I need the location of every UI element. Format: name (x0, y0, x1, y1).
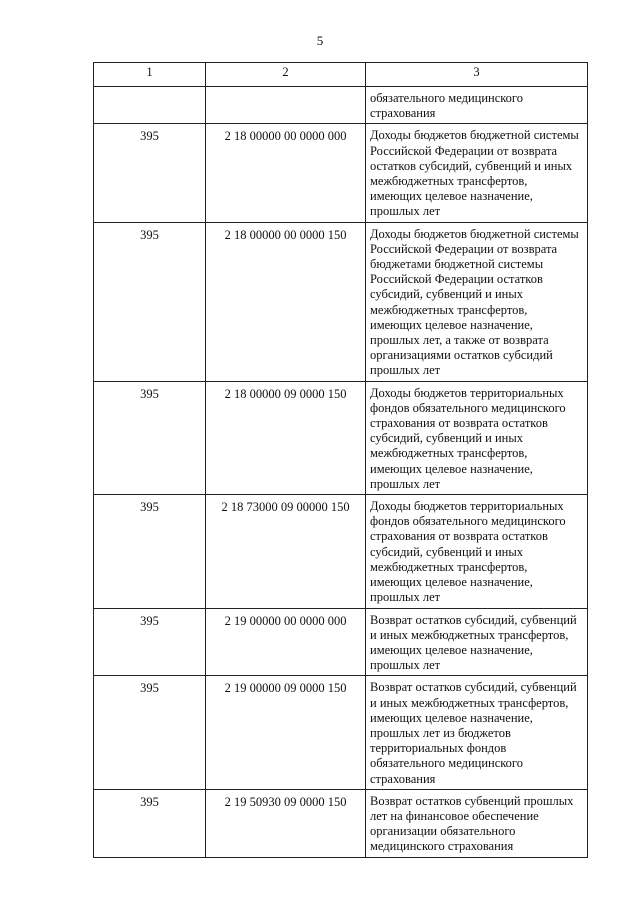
description-line: обязательного медицинского (370, 756, 524, 771)
table-row (94, 222, 588, 381)
description-line: Доходы бюджетов бюджетной системы (370, 226, 579, 241)
description-line: Российской Федерации от возврата (370, 241, 558, 256)
description-line: остатков субсидий, субвенций и иных (370, 158, 573, 173)
admin-code-cell (94, 87, 206, 124)
admin-code-cell: 395 (94, 789, 206, 857)
admin-code-cell: 395 (94, 222, 206, 381)
column-header-2: 2 (206, 63, 366, 87)
table-row (94, 124, 588, 222)
description-cell (366, 222, 588, 381)
budget-code-cell: 2 19 50930 09 0000 150 (206, 789, 366, 857)
budget-code-cell: 2 19 00000 00 0000 000 (206, 608, 366, 676)
description-line: межбюджетных трансфертов, (370, 559, 528, 574)
description-line: субсидий, субвенций и иных (370, 287, 523, 302)
description-line: территориальных фондов (370, 741, 507, 756)
description-line: межбюджетных трансфертов, (370, 174, 528, 189)
budget-code-cell: 2 18 73000 09 00000 150 (206, 495, 366, 608)
description-line: имеющих целевое назначение, (370, 642, 533, 657)
description-line: межбюджетных трансфертов, (370, 446, 528, 461)
description-line: Возврат остатков субвенций прошлых (370, 793, 574, 808)
description-cell (366, 87, 588, 124)
description-line: прошлых лет, а также от возврата (370, 333, 549, 348)
table-row (94, 789, 588, 857)
table-row (94, 381, 588, 494)
description-line: страхования от возврата остатков (370, 416, 548, 431)
description-line: прошлых лет (370, 476, 441, 491)
description-line: Возврат остатков субсидий, субвенций (370, 680, 577, 695)
description-line: страхования (370, 106, 436, 121)
description-line: обязательного медицинского (370, 91, 524, 105)
description-line: субсидий, субвенций и иных (370, 544, 523, 559)
description-line: Российской Федерации остатков (370, 272, 543, 287)
column-header-3: 3 (366, 63, 588, 87)
description-line: лет на финансовое обеспечение (370, 808, 539, 823)
description-cell (366, 495, 588, 608)
description-line: имеющих целевое назначение, (370, 189, 533, 204)
admin-code-cell: 395 (94, 124, 206, 222)
table-row (94, 608, 588, 676)
table-row (94, 87, 588, 124)
table-row (94, 495, 588, 608)
description-cell (366, 789, 588, 857)
table-header-row (94, 63, 588, 87)
description-line: имеющих целевое назначение, (370, 575, 533, 590)
description-line: имеющих целевое назначение, (370, 710, 533, 725)
description-line: Доходы бюджетов бюджетной системы (370, 128, 579, 143)
description-line: прошлых лет (370, 658, 441, 673)
description-line: прошлых лет (370, 363, 441, 378)
admin-code-cell: 395 (94, 381, 206, 494)
description-line: Российской Федерации от возврата (370, 143, 558, 158)
budget-code-cell (206, 87, 366, 124)
description-line: межбюджетных трансфертов, (370, 302, 528, 317)
table-row (94, 676, 588, 789)
description-line: страхования (370, 771, 436, 786)
description-line: страхования от возврата остатков (370, 529, 548, 544)
description-line: Доходы бюджетов территориальных (370, 499, 564, 514)
description-line: прошлых лет (370, 204, 441, 219)
description-line: прошлых лет (370, 590, 441, 605)
budget-code-cell: 2 19 00000 09 0000 150 (206, 676, 366, 789)
admin-code-cell: 395 (94, 676, 206, 789)
admin-code-cell: 395 (94, 608, 206, 676)
admin-code-cell: 395 (94, 495, 206, 608)
description-line: прошлых лет из бюджетов (370, 725, 511, 740)
description-line: и иных межбюджетных трансфертов, (370, 627, 569, 642)
description-line: организации обязательного (370, 824, 516, 839)
description-line: бюджетами бюджетной системы (370, 257, 544, 272)
description-cell (366, 381, 588, 494)
budget-code-cell: 2 18 00000 00 0000 150 (206, 222, 366, 381)
budget-classification-table (93, 62, 588, 858)
page-number: 5 (316, 33, 324, 48)
description-line: Возврат остатков субсидий, субвенций (370, 612, 577, 627)
description-line: субсидий, субвенций и иных (370, 431, 523, 446)
budget-code-cell: 2 18 00000 00 0000 000 (206, 124, 366, 222)
description-cell (366, 676, 588, 789)
budget-code-cell: 2 18 00000 09 0000 150 (206, 381, 366, 494)
table-body (94, 87, 588, 858)
description-line: имеющих целевое назначение, (370, 461, 533, 476)
description-line: организациями остатков субсидий (370, 348, 553, 363)
column-header-1: 1 (94, 63, 206, 87)
description-line: медицинского страхования (370, 839, 514, 854)
description-line: фондов обязательного медицинского (370, 514, 566, 529)
description-line: Доходы бюджетов территориальных (370, 385, 564, 400)
description-line: имеющих целевое назначение, (370, 317, 533, 332)
description-line: и иных межбюджетных трансфертов, (370, 695, 569, 710)
description-cell (366, 608, 588, 676)
description-cell (366, 124, 588, 222)
description-line: фондов обязательного медицинского (370, 400, 566, 415)
